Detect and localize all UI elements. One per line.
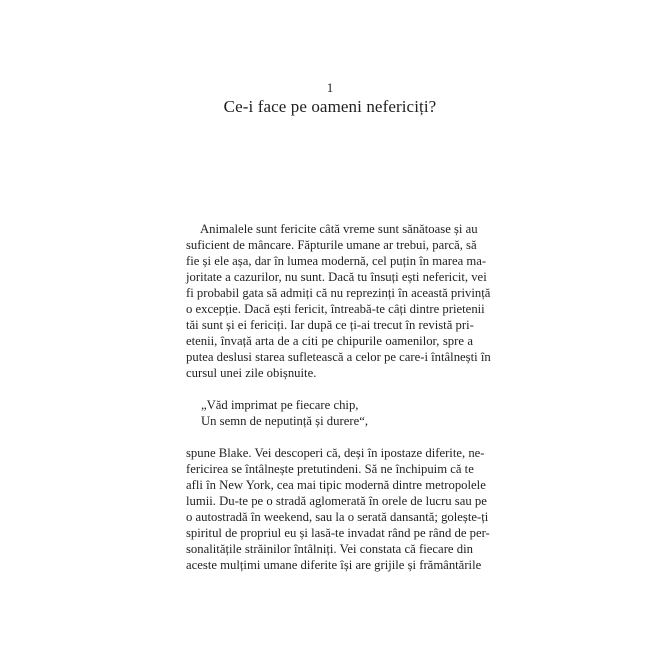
paragraph-line: spune Blake. Vei descoperi că, deși în ipostaze diferite, ne- (186, 446, 485, 460)
paragraph-line: o excepție. Dacă ești fericit, întreabă-te câți dintre prietenii (186, 302, 485, 316)
paragraph-line: cursul unei zile obișnuite. (186, 366, 317, 380)
paragraph-line: lumii. Du-te pe o stradă aglomerată în orele de lucru sau pe (186, 494, 487, 508)
quote-line: Un semn de neputință și durere“, (201, 414, 369, 428)
paragraph-line: joritate a cazurilor, nu sunt. Dacă tu însuți ești nefericit, vei (186, 270, 487, 284)
paragraph-line: fi probabil gata să admiți că nu reprezinți în această privință (186, 286, 491, 300)
paragraph-line: tăi sunt și ei fericiți. Iar după ce ți-ai trecut în revistă pri- (186, 318, 474, 332)
paragraph-line: spiritul de propriul eu și lasă-te invadat rând pe rând de per- (186, 526, 490, 540)
paragraph-line: suficient de mâncare. Făpturile umane ar trebui, parcă, să (186, 238, 477, 252)
paragraph-line: fericirea se întâlnește pretutindeni. Să ne închipuim că te (186, 462, 474, 476)
quote-line: „Văd imprimat pe fiecare chip, (201, 398, 359, 412)
paragraph-line: afli în New York, cea mai tipic modernă dintre metropolele (186, 478, 486, 492)
chapter-number: 1 (326, 80, 334, 95)
paragraph-line: sonalitățile străinilor întâlniți. Vei constata că fiecare din (186, 542, 473, 556)
paragraph-line: putea deslusi starea sufletească a celor pe care-i întâlnești în (186, 350, 491, 364)
chapter-title: Ce-i face pe oameni nefericiți? (223, 97, 437, 116)
paragraph-line: aceste mulțimi umane diferite își are grijile și frământările (186, 558, 482, 572)
paragraph-line: etenii, învață arta de a citi pe chipurile oamenilor, spre a (186, 334, 473, 348)
paragraph-line: fie și ele așa, dar în lumea modernă, cel puțin în marea ma- (186, 254, 487, 268)
paragraph-line: Animalele sunt fericite câtă vreme sunt sănătoase și au (200, 222, 478, 236)
paragraph-line: o autostradă în weekend, sau la o serată dansantă; golește-ți (186, 510, 489, 524)
